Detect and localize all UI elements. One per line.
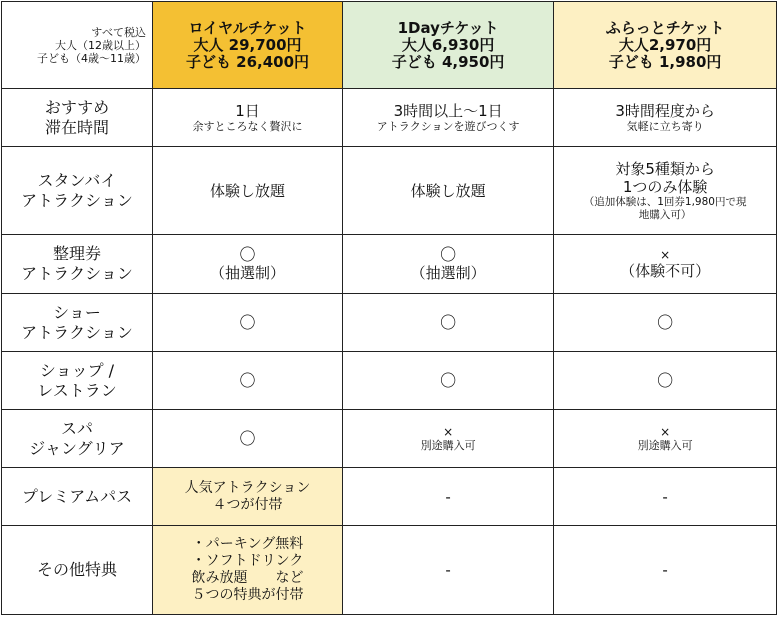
table-row [2,410,777,468]
royal-benefit-line: ・パーキング無料 [191,536,304,552]
royal-stay-main: 1日 [235,101,260,120]
oneday-ticket-adult-price: 大人6,930円 [401,35,495,54]
furatto-standby-main: 対象5種類から [615,159,715,178]
circle-mark-icon: 〇 [343,294,554,352]
row-label-line: スパ [60,418,93,438]
furatto-stay-cell [554,89,777,147]
royal-ticketed-text: （抽選制） [210,264,286,282]
furatto-ticket-adult-price: 大人2,970円 [618,35,712,54]
row-label-other-benefits: その他特典 [2,526,153,615]
furatto-standby-main: 1つのみ体験 [622,177,708,196]
furatto-standby-cell [554,147,777,235]
row-label-standby [2,147,153,235]
table-row [2,294,777,352]
oneday-other-cell: - [343,526,554,615]
furatto-spa-text: 別途購入可 [637,438,693,452]
table-row [2,147,777,235]
ticket-comparison-table [1,1,777,615]
furatto-ticket-name: ふらっとチケット [605,18,725,37]
royal-ticket-child-price: 子ども 26,400円 [185,52,310,71]
circle-mark-icon: 〇 [152,352,342,410]
row-label-premium-pass: プレミアムパス [2,468,153,526]
cross-mark-icon: × [443,424,454,439]
row-label-shop [2,352,153,410]
oneday-ticketed-text: （抽選制） [410,264,486,282]
table-row [2,89,777,147]
royal-ticket-name: ロイヤルチケット [188,18,307,37]
row-label-spa [2,410,153,468]
circle-mark-icon: 〇 [554,294,777,352]
circle-mark-icon: 〇 [343,352,554,410]
row-label-line: ショップ / [39,360,115,380]
age-child-note: 子ども（4歳〜11歳） [36,51,146,65]
oneday-ticket-child-price: 子ども 4,950円 [391,52,505,71]
furatto-other-cell: - [554,526,777,615]
furatto-ticketed-cell [554,235,777,294]
furatto-premium-cell: - [554,468,777,526]
furatto-ticket-child-price: 子ども 1,980円 [608,52,722,71]
row-label-line: スタンバイ [37,170,117,190]
table-row [2,235,777,294]
row-label-line: 滞在時間 [44,117,109,137]
row-label-line: アトラクション [21,322,133,342]
row-label-line: アトラクション [21,190,133,210]
royal-stay-cell [152,89,342,147]
furatto-standby-note: （追加体験は、1回券1,980円で現 [583,195,747,208]
royal-premium-line: 人気アトラクション [184,479,311,496]
royal-ticket-header [152,2,342,89]
row-label-line: ショー [53,302,101,322]
furatto-ticket-header [554,2,777,89]
row-label-line: 整理券 [52,244,101,263]
furatto-ticketed-text: （体験不可） [620,262,711,280]
royal-ticketed-cell [152,235,342,294]
row-label-line: ジャングリア [29,438,125,458]
oneday-premium-cell: - [343,468,554,526]
oneday-stay-main: 3時間以上〜1日 [393,101,503,120]
circle-mark-icon: 〇 [554,352,777,410]
oneday-ticketed-cell [343,235,554,294]
oneday-spa-text: 別途購入可 [420,438,476,452]
age-adult-note: 大人（12歳以上） [54,38,146,52]
oneday-spa-cell [343,410,554,468]
tax-note-line: すべて税込 [91,25,146,39]
oneday-stay-cell [343,89,554,147]
royal-ticket-adult-price: 大人 29,700円 [193,35,302,54]
furatto-spa-cell [554,410,777,468]
tax-note-cell [2,2,153,89]
furatto-stay-main: 3時間程度から [615,101,715,120]
royal-benefit-line: 飲み放題 など [191,570,304,586]
circle-mark-icon: 〇 [440,245,457,264]
row-label-line: おすすめ [44,97,110,117]
circle-mark-icon: 〇 [239,245,256,264]
circle-mark-icon: 〇 [152,294,342,352]
header-row [2,2,777,89]
table-row [2,468,777,526]
row-label-ticketed [2,235,153,294]
circle-mark-icon: 〇 [152,410,342,468]
cross-mark-icon: × [660,424,671,439]
row-label-line: レストラン [37,380,117,400]
oneday-stay-sub: アトラクションを遊びつくす [376,119,520,133]
royal-standby-cell: 体験し放題 [152,147,342,235]
cross-mark-icon: × [660,248,671,262]
oneday-standby-cell: 体験し放題 [343,147,554,235]
table-row [2,352,777,410]
row-label-stay-time [2,89,153,147]
royal-benefit-line: ・ソフトドリンク [191,553,304,569]
row-label-line: アトラクション [21,264,133,283]
royal-stay-sub: 余すところなく贅沢に [192,119,303,133]
furatto-stay-sub: 気軽に立ち寄り [626,119,704,133]
royal-other-cell [152,526,342,615]
table-row [2,526,777,615]
oneday-ticket-header [343,2,554,89]
royal-premium-cell [152,468,342,526]
oneday-ticket-name: 1Dayチケット [397,18,499,37]
royal-benefit-line: ５つの特典が付帯 [191,587,304,603]
row-label-show [2,294,153,352]
royal-premium-line: ４つが付帯 [212,496,283,513]
furatto-standby-note: 地購入可） [638,208,692,221]
